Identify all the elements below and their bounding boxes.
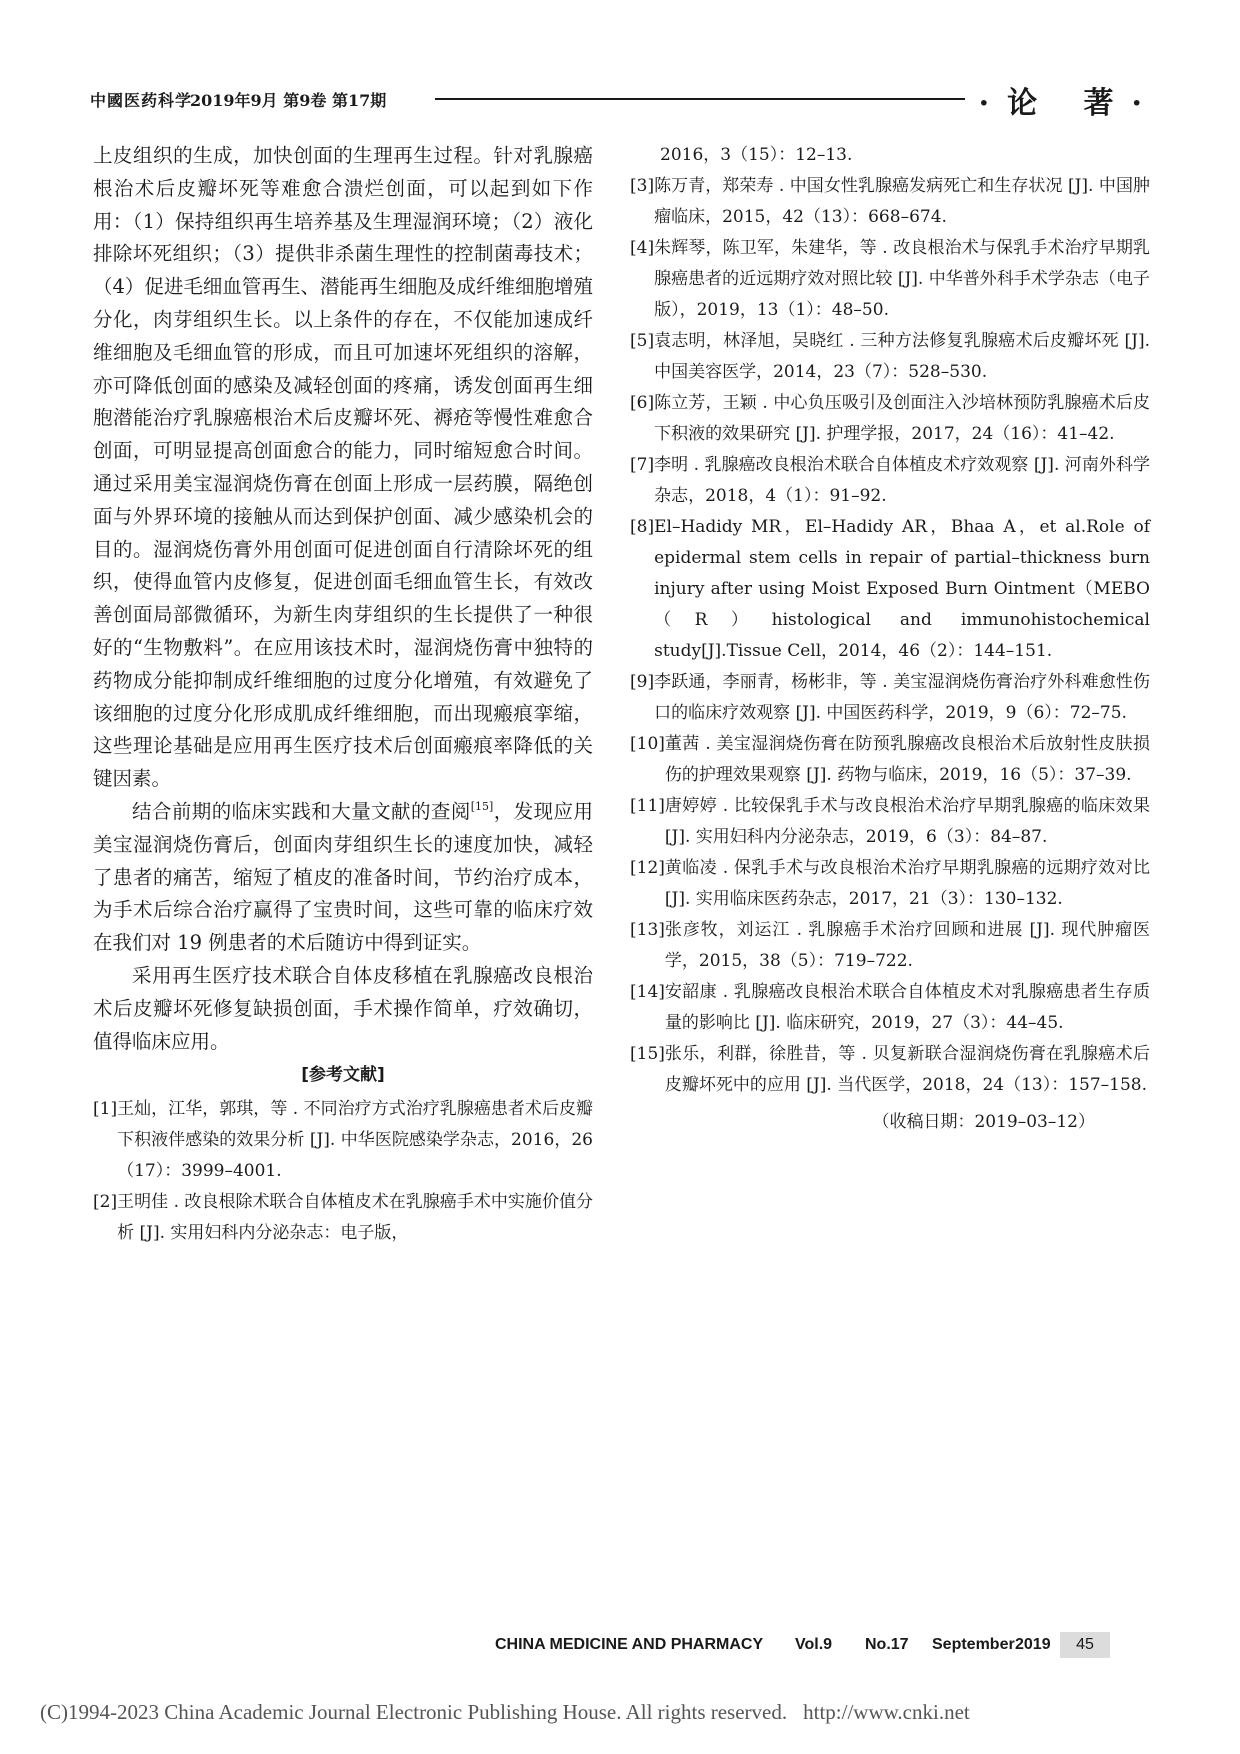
- paragraph-text: 采用再生医疗技术联合自体皮移植在乳腺癌改良根治术后皮瓣坏死修复缺损创面，手术操作简单，疗效确切，值得临床应用。: [93, 963, 593, 1053]
- reference-item: [630, 791, 1150, 853]
- reference-text: 黄临凌 . 保乳手术与改良根治术治疗早期乳腺癌的远期疗效对比 [J]. 实用临床医药杂志，2017，21（3）：130–132.: [664, 858, 1150, 909]
- reference-item: [630, 388, 1150, 450]
- reference-item: [630, 667, 1150, 729]
- reference-text: 唐婷婷 . 比较保乳手术与改良根治术治疗早期乳腺癌的临床效果 [J]. 实用妇科内分泌杂志，2019，6（3）：84–87.: [664, 796, 1150, 847]
- reference-number: [13]: [630, 920, 665, 940]
- reference-text: 张彦牧，刘运江 . 乳腺癌手术治疗回顾和进展 [J]. 现代肿瘤医学，2015，38（5）：719–722.: [664, 920, 1150, 971]
- column-label: ·论 著·: [978, 86, 1160, 121]
- reference-item: [93, 1187, 593, 1249]
- left-column: [93, 140, 593, 1249]
- reference-number: [5]: [630, 331, 655, 351]
- cnki-link[interactable]: http://www.cnki.net: [803, 1700, 970, 1724]
- reference-text: 张乐，利群，徐胜昔，等 . 贝复新联合湿润烧伤膏在乳腺癌术后皮瓣坏死中的应用 [J]. 当代医学，2018，24（13）：157–158.: [664, 1044, 1150, 1095]
- footer-year: 2019: [1015, 1636, 1051, 1653]
- reference-item: [93, 1094, 593, 1187]
- reference-item: [630, 450, 1150, 512]
- reference-number: [8]: [630, 517, 655, 537]
- journal-name: 中國医药科学: [90, 91, 193, 110]
- reference-number: [4]: [630, 238, 655, 258]
- reference-number: [9]: [630, 672, 655, 692]
- paragraph-text: 结合前期的临床实践和大量文献的查阅: [132, 799, 471, 823]
- body-paragraph-2: [93, 796, 593, 960]
- footer-month: September: [932, 1636, 1015, 1653]
- reference-item: [630, 853, 1150, 915]
- reference-text: 朱辉琴，陈卫军，朱建华，等 . 改良根治术与保乳手术治疗早期乳腺癌患者的近远期疗效对照比较 [J]. 中华普外科手术学杂志（电子版），2019，13（1）：48–50.: [654, 238, 1150, 320]
- issue-info: 2019年9月 第9卷 第17期: [190, 91, 387, 110]
- reference-list: [630, 171, 1150, 1101]
- reference-number: [1]: [93, 1099, 118, 1120]
- reference-continuation: 2016，3（15）：12–13.: [660, 145, 853, 165]
- reference-item: [630, 512, 1150, 667]
- running-header: [90, 78, 1160, 128]
- reference-text: 李跃通，李丽青，杨彬非，等 . 美宝湿润烧伤膏治疗外科难愈性伤口的临床疗效观察 [J]. 中国医药科学，2019，9（6）：72–75.: [654, 672, 1150, 723]
- copyright-text: (C)1994-2023 China Academic Journal Electronic Publishing House. All rights reserved.: [40, 1700, 788, 1724]
- reference-item: [630, 915, 1150, 977]
- reference-item: [630, 171, 1150, 233]
- reference-number: [12]: [630, 858, 665, 878]
- paragraph-text: ，发现应用美宝湿润烧伤膏后，创面肉芽组织生长的速度加快，减轻了患者的痛苦，缩短了植皮的准备时间，节约治疗成本，为手术后综合治疗赢得了宝贵时间，这些可靠的临床疗效在我们对 19 例患者的术后随访中得到证实。: [93, 799, 593, 955]
- reference-text: 董茜 . 美宝湿润烧伤膏在防预乳腺癌改良根治术后放射性皮肤损伤的护理效果观察 [J]. 药物与临床，2019，16（5）：37–39.: [664, 734, 1150, 785]
- reference-number: [15]: [630, 1044, 665, 1064]
- footer-volume: Vol.9: [795, 1636, 833, 1653]
- footer-journal: CHINA MEDICINE AND PHARMACY: [495, 1636, 764, 1653]
- reference-text: El–Hadidy MR，El–Hadidy AR，Bhaa A，et al.Role of epidermal stem cells in repair of partial–thickness burn injury after using Moist Exposed Burn Ointment（MEBO（R）histological and immunohistochemical study[J].Tissue Cell，2014，46（2）：144–151.: [654, 517, 1150, 661]
- reference-text: 袁志明，林泽旭，吴晓红 . 三种方法修复乳腺癌术后皮瓣坏死 [J]. 中国美容医学，2014，23（7）：528–530.: [654, 331, 1150, 382]
- reference-item: [630, 729, 1150, 791]
- reference-text: 李明 . 乳腺癌改良根治术联合自体植皮术疗效观察 [J]. 河南外科学杂志，2018，4（1）：91–92.: [654, 455, 1150, 506]
- paragraph-text: 上皮组织的生成，加快创面的生理再生过程。针对乳腺癌根治术后皮瓣坏死等难愈合溃烂创面，可以起到如下作用：（1）保持组织再生培养基及生理湿润环境；（2）液化排除坏死组织；（3）提供非杀菌生理性的控制菌毒技术；（4）促进毛细血管再生、潜能再生细胞及成纤维细胞增殖分化，肉芽组织生长。以上条件的存在，不仅能加速成纤维细胞及毛细血管的形成，而且可加速坏死组织的溶解，亦可降低创面的感染及减轻创面的疼痛，诱发创面再生细胞潜能治疗乳腺癌根治术后皮瓣坏死、褥疮等慢性难愈合创面，可明显提高创面愈合的能力，同时缩短愈合时间。通过采用美宝湿润烧伤膏在创面上形成一层药膜，隔绝创面与外界环境的接触从而达到保护创面、减少感染机会的目的。湿润烧伤膏外用创面可促进创面自行清除坏死的组织，使得血管内皮修复，促进创面毛细血管生长，有效改善创面局部微循环，为新生肉芽组织的生长提供了一种很好的“生物敷料”。在应用该技术时，湿润烧伤膏中独特的药物成分能抑制成纤维细胞的过度分化增殖，有效避免了该细胞的过度分化形成肌成纤维细胞，而出现瘢痕挛缩，这些理论基础是应用再生医疗技术后创面瘢痕率降低的关键因素。: [93, 144, 593, 791]
- citation-superscript[interactable]: [15]: [470, 799, 494, 813]
- reference-number: [14]: [630, 982, 665, 1002]
- reference-number: [10]: [630, 734, 665, 754]
- reference-number: [6]: [630, 393, 655, 413]
- reference-number: [7]: [630, 455, 655, 475]
- reference-number: [3]: [630, 176, 655, 196]
- reference-text: 王明佳 . 改良根除术联合自体植皮术在乳腺癌手术中实施价值分析 [J]. 实用妇科内分泌杂志：电子版，: [117, 1192, 593, 1244]
- body-paragraph-3: [93, 960, 593, 1058]
- reference-text: 陈万青，郑荣寿 . 中国女性乳腺癌发病死亡和生存状况 [J]. 中国肿瘤临床，2015，42（13）：668–674.: [654, 176, 1150, 227]
- header-rule: [435, 98, 965, 100]
- footer-number: No.17: [865, 1636, 909, 1653]
- page-number: 45: [1060, 1632, 1110, 1658]
- reference-item: [630, 977, 1150, 1039]
- received-date: （收稿日期：2019–03–12）: [872, 1112, 1095, 1132]
- body-paragraph-1: [93, 140, 593, 796]
- reference-number: [11]: [630, 796, 665, 816]
- reference-number: [2]: [93, 1192, 118, 1213]
- reference-text: 安韶康 . 乳腺癌改良根治术联合自体植皮术对乳腺癌患者生存质量的影响比 [J]. 临床研究，2019，27（3）：44–45.: [664, 982, 1150, 1033]
- reference-item: [630, 326, 1150, 388]
- running-footer: [495, 1632, 1155, 1658]
- reference-text: 王灿，江华，郭琪，等 . 不同治疗方式治疗乳腺癌患者术后皮瓣下积液伴感染的效果分析 [J]. 中华医院感染学杂志，2016，26（17）：3999–4001.: [117, 1099, 593, 1182]
- copyright-notice: [40, 1700, 1220, 1725]
- right-column: [630, 140, 1150, 1138]
- reference-item: [630, 233, 1150, 326]
- references-heading: [参考文献]: [301, 1065, 385, 1086]
- reference-item: [630, 1039, 1150, 1101]
- reference-text: 陈立芳，王颖 . 中心负压吸引及创面注入沙培林预防乳腺癌术后皮下积液的效果研究 [J]. 护理学报，2017，24（16）：41–42.: [654, 393, 1150, 444]
